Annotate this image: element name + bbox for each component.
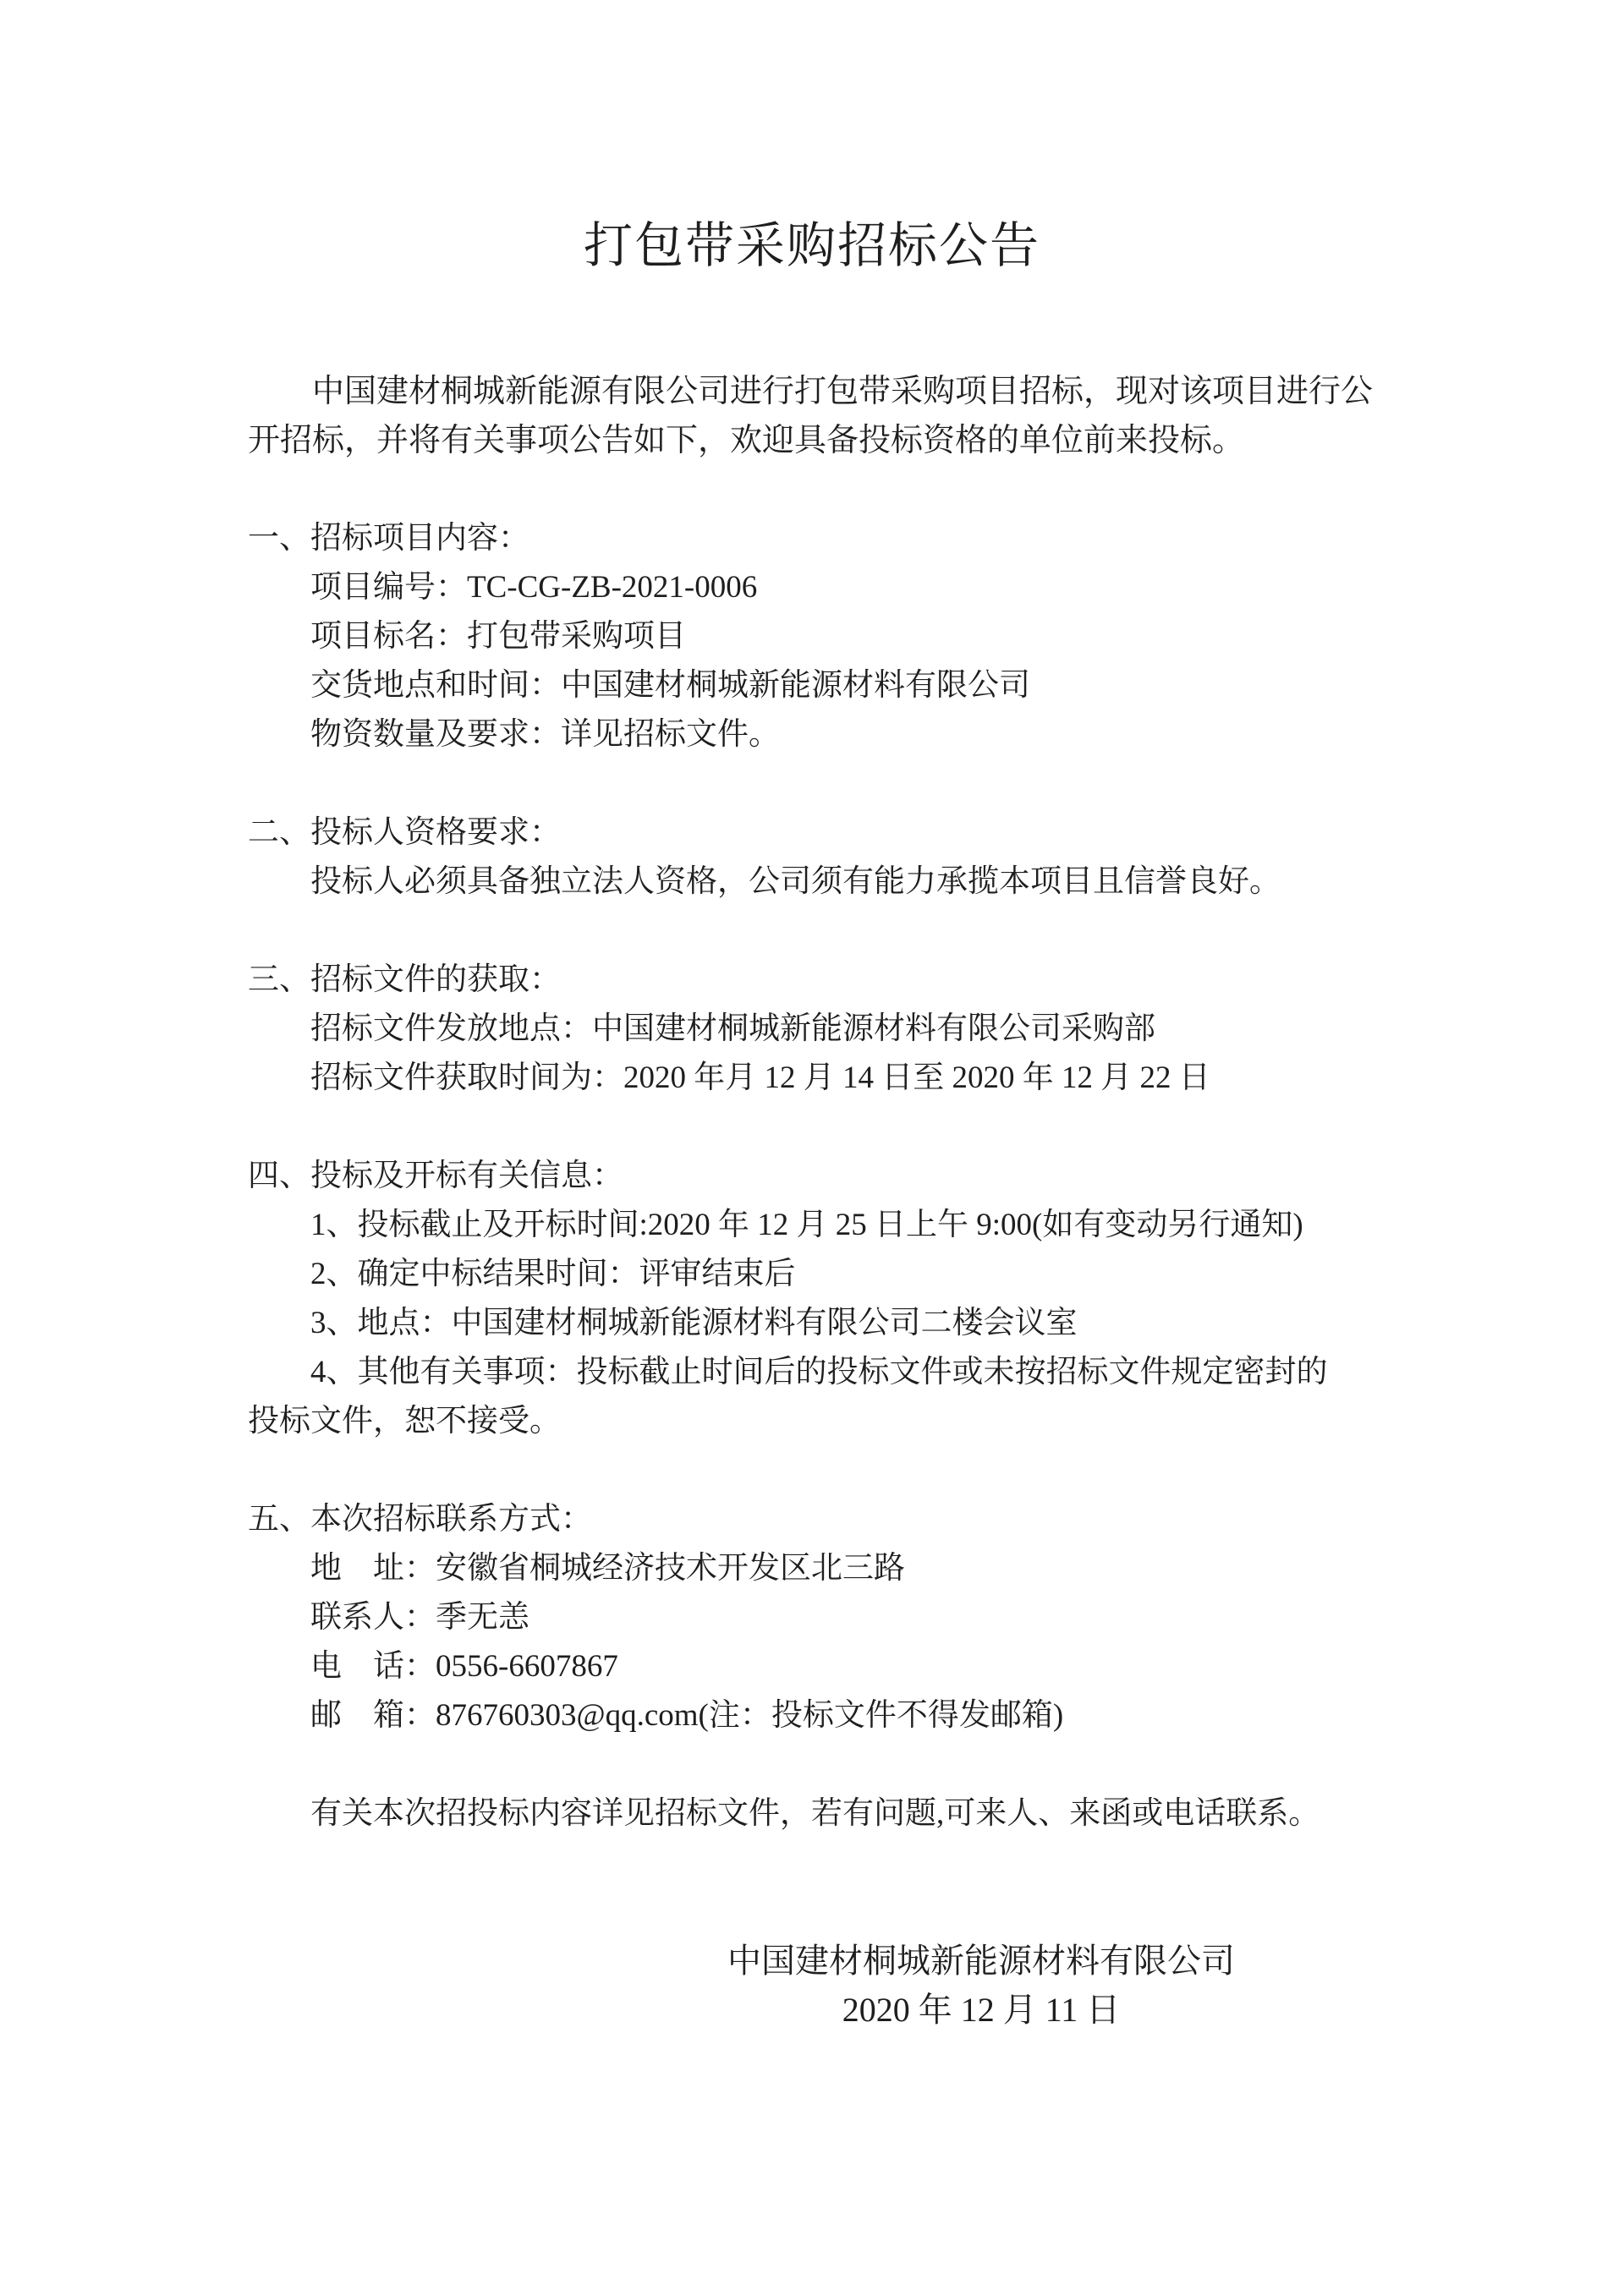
section-1-heading: 一、招标项目内容：	[248, 521, 529, 556]
section-5-item-address: 地 址：安徽省桐城经济技术开发区北三路	[310, 1551, 905, 1586]
section-3-item-time: 招标文件获取时间为：2020 年月 12 月 14 日至 2020 年 12 月 22 日	[310, 1060, 1210, 1095]
signature-date: 2020 年 12 月 11 日	[842, 1991, 1121, 2029]
section-2-heading: 二、投标人资格要求：	[248, 815, 561, 850]
spacer	[248, 465, 1407, 514]
section-4-item-place: 3、地点：中国建材桐城新能源材料有限公司二楼会议室	[310, 1306, 1078, 1340]
spacer	[248, 1103, 1407, 1152]
spacer	[248, 1888, 1407, 1937]
signature-block	[562, 1937, 1400, 2035]
spacer	[248, 1740, 1407, 1789]
section-1-item-delivery: 交货地点和时间：中国建材桐城新能源材料有限公司	[310, 668, 1030, 703]
section-1-item-project-number: 项目编号：TC-CG-ZB-2021-0006	[310, 570, 758, 605]
section-2-item-qualification: 投标人必须具备独立法人资格，公司须有能力承揽本项目且信誉良好。	[310, 864, 1281, 899]
section-5-item-phone: 电 话：0556-6607867	[310, 1649, 618, 1684]
section-1-item-project-name: 项目标名：打包带采购项目	[310, 619, 686, 654]
section-4-heading: 四、投标及开标有关信息：	[248, 1159, 623, 1193]
section-5-heading: 五、本次招标联系方式：	[248, 1502, 592, 1537]
spacer	[248, 1838, 1407, 1888]
document-body	[248, 367, 1407, 2035]
section-4-item-deadline: 1、投标截止及开标时间:2020 年 12 月 25 日上午 9:00(如有变动另行通知)	[310, 1208, 1303, 1242]
intro-line-1: 中国建材桐城新能源有限公司进行打包带采购项目招标，现对该项目进行公	[312, 374, 1374, 409]
section-4-item-result-time: 2、确定中标结果时间：评审结束后	[310, 1257, 796, 1291]
section-4-item-other-line-1: 4、其他有关事项：投标截止时间后的投标文件或未按招标文件规定密封的	[310, 1355, 1328, 1389]
signature-company: 中国建材桐城新能源材料有限公司	[727, 1942, 1235, 1980]
section-4-item-other-line-2: 投标文件，恕不接受。	[248, 1404, 561, 1438]
section-3-item-location: 招标文件发放地点：中国建材桐城新能源材料有限公司采购部	[310, 1011, 1155, 1046]
section-5-item-email: 邮 箱：876760303@qq.com(注：投标文件不得发邮箱)	[310, 1698, 1064, 1733]
doc-title: 打包带采购招标公告	[583, 218, 1040, 273]
spacer	[248, 759, 1407, 808]
section-3-heading: 三、招标文件的获取：	[248, 962, 561, 997]
section-1-item-quantity: 物资数量及要求：详见招标文件。	[310, 717, 780, 752]
closing-line: 有关本次招投标内容详见招标文件，若有问题,可来人、来函或电话联系。	[310, 1796, 1320, 1831]
section-5-item-contact-person: 联系人：季无恙	[310, 1600, 529, 1635]
spacer	[248, 907, 1407, 956]
spacer	[248, 1446, 1407, 1495]
intro-line-2: 开招标，并将有关事项公告如下，欢迎具备投标资格的单位前来投标。	[248, 423, 1245, 458]
